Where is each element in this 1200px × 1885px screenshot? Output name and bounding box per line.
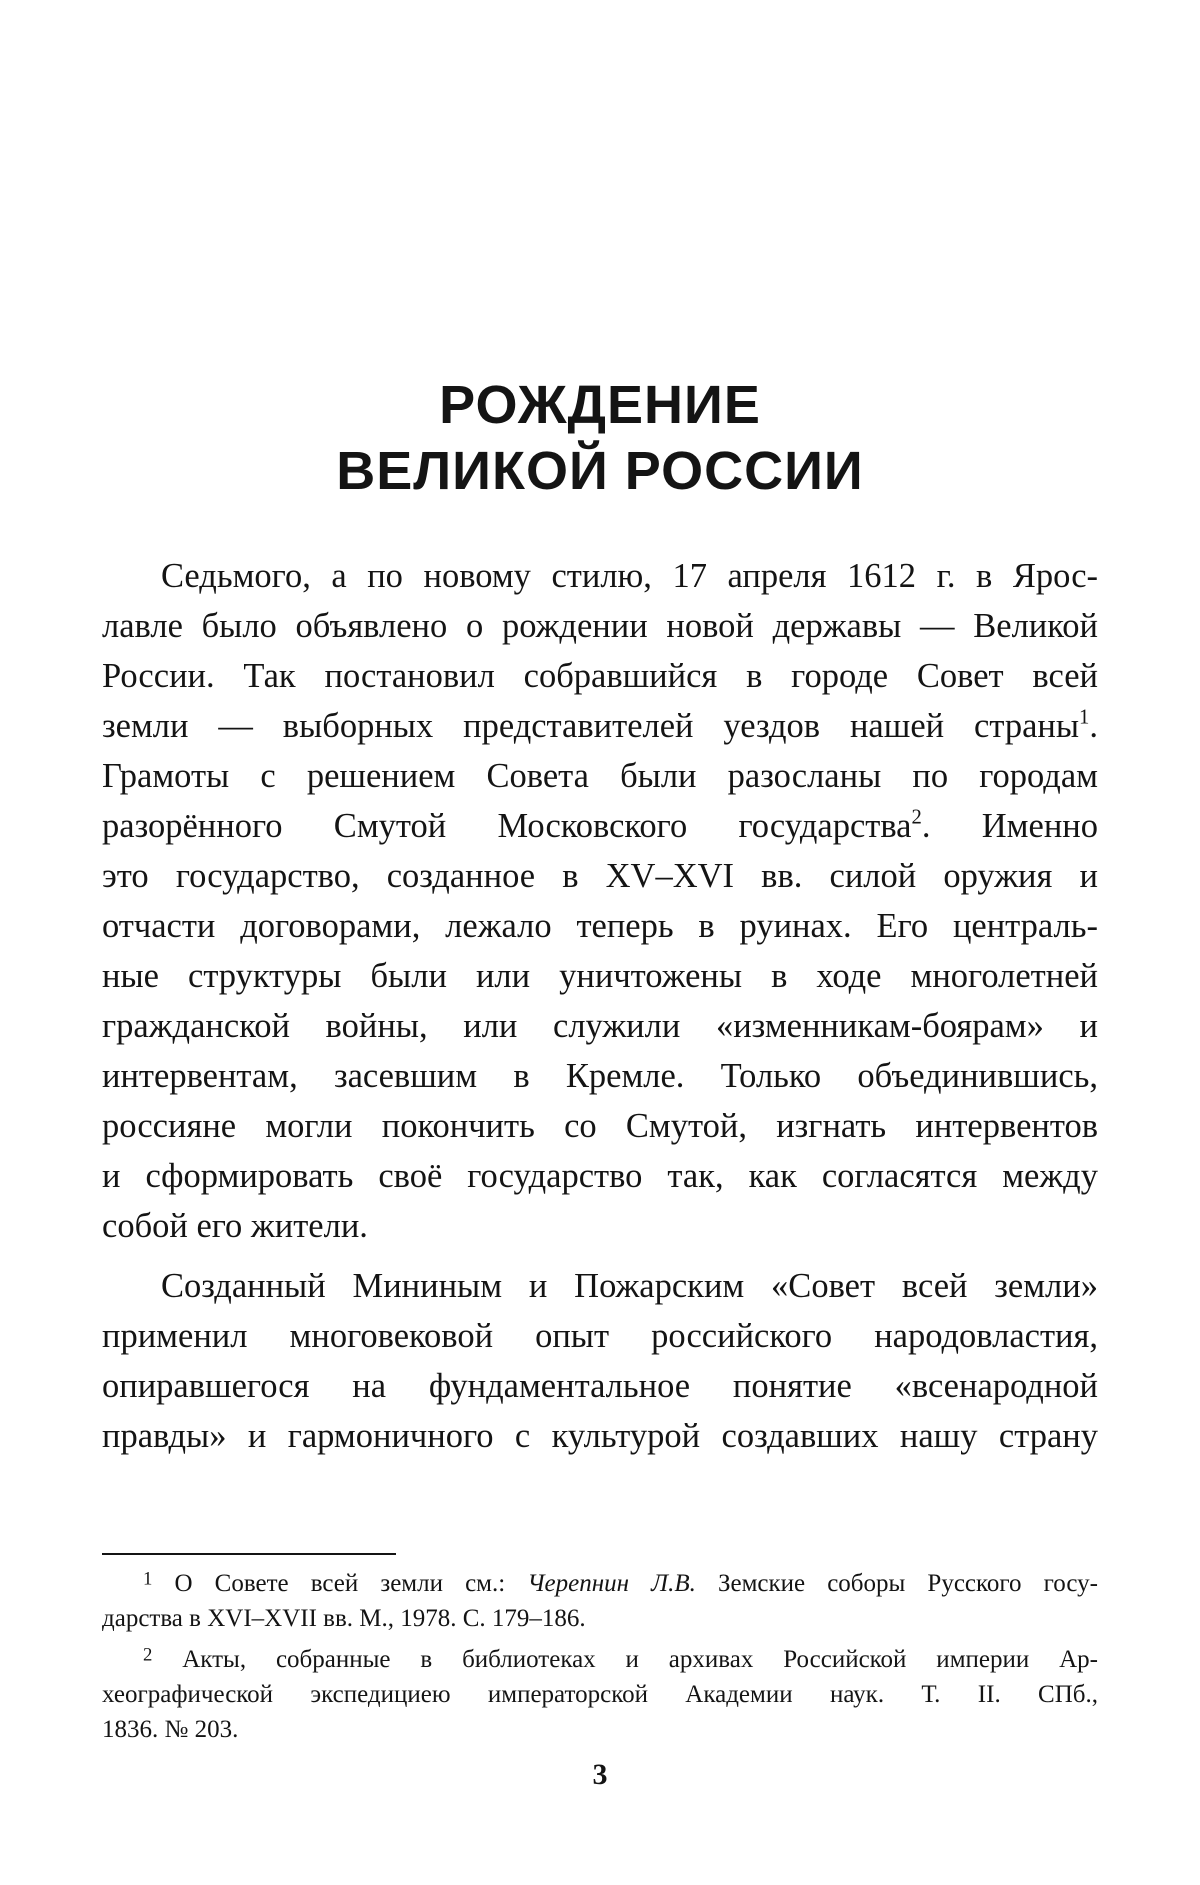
footnote-2-number: 2 bbox=[143, 1644, 153, 1666]
body-line: Седьмого, а по новому стилю, 17 апреля 1612 г. в Ярос- bbox=[161, 557, 1098, 595]
body-line-tail: . Именно bbox=[921, 807, 1098, 845]
body-line-tail: . bbox=[1089, 707, 1098, 745]
chapter-title-line-2: ВЕЛИКОЙ РОССИИ bbox=[336, 441, 864, 501]
body-line: отчасти договорами, лежало теперь в руинах. Его централь- bbox=[102, 907, 1098, 945]
body-line bbox=[102, 702, 1098, 750]
footnote-1-line: дарства в XVI–XVII вв. М., 1978. С. 179–186. bbox=[102, 1605, 586, 1632]
body-line: интервентам, засевшим в Кремле. Только объединившись, bbox=[102, 1057, 1098, 1095]
body-line-text: разорённого Смутой Московского государства bbox=[102, 807, 912, 845]
body-line: ные структуры были или уничтожены в ходе многолетней bbox=[102, 957, 1098, 995]
footnote-marker-2: 2 bbox=[911, 806, 922, 829]
body-line: гражданской войны, или служили «изменникам-боярам» и bbox=[102, 1007, 1098, 1045]
footnote-text: О Совете всей земли см.: bbox=[174, 1570, 528, 1597]
footnote-1-line bbox=[143, 1567, 1098, 1601]
body-line: и сформировать своё государство так, как согласятся между bbox=[102, 1157, 1098, 1195]
body-line: применил многовековой опыт российского народовластия, bbox=[102, 1317, 1098, 1355]
footnote-author: Черепнин Л.В. bbox=[527, 1570, 696, 1597]
footnote-1-number: 1 bbox=[143, 1568, 153, 1590]
footnote-text: Акты, собранные в библиотеках и архивах Российской империи Ар- bbox=[182, 1646, 1098, 1673]
body-line: Грамоты с решением Совета были разосланы по городам bbox=[102, 757, 1098, 795]
footnote-2-line: 1836. № 203. bbox=[102, 1716, 239, 1743]
body-line: россияне могли покончить со Смутой, изгнать интервентов bbox=[102, 1107, 1098, 1145]
body-line bbox=[102, 802, 1098, 850]
body-line: лавле было объявлено о рождении новой державы — Великой bbox=[102, 607, 1098, 645]
chapter-title bbox=[0, 372, 1200, 504]
page-number: 3 bbox=[592, 1758, 608, 1791]
body-line: правды» и гармоничного с культурой создавших нашу страну bbox=[102, 1417, 1098, 1455]
body-line: опиравшегося на фундаментальное понятие «всенародной bbox=[102, 1367, 1098, 1405]
body-line: Созданный Мининым и Пожарским «Совет всей земли» bbox=[161, 1267, 1098, 1305]
footnote-2-line: хеографической экспедициею императорской Академии наук. Т. II. СПб., bbox=[102, 1681, 1098, 1708]
body-line: собой его жители. bbox=[102, 1207, 368, 1245]
footnote-text: Земские соборы Русского госу- bbox=[695, 1570, 1098, 1597]
footnote-separator bbox=[102, 1553, 396, 1555]
body-line: это государство, созданное в XV–XVI вв. силой оружия и bbox=[102, 857, 1098, 895]
chapter-title-line-1: РОЖДЕНИЕ bbox=[439, 375, 761, 435]
footnote-marker-1: 1 bbox=[1079, 706, 1090, 729]
body-line: России. Так постановил собравшийся в городе Совет всей bbox=[102, 657, 1098, 695]
body-line-text: земли — выборных представителей уездов нашей страны bbox=[102, 707, 1080, 745]
footnote-2-line bbox=[143, 1643, 1098, 1677]
